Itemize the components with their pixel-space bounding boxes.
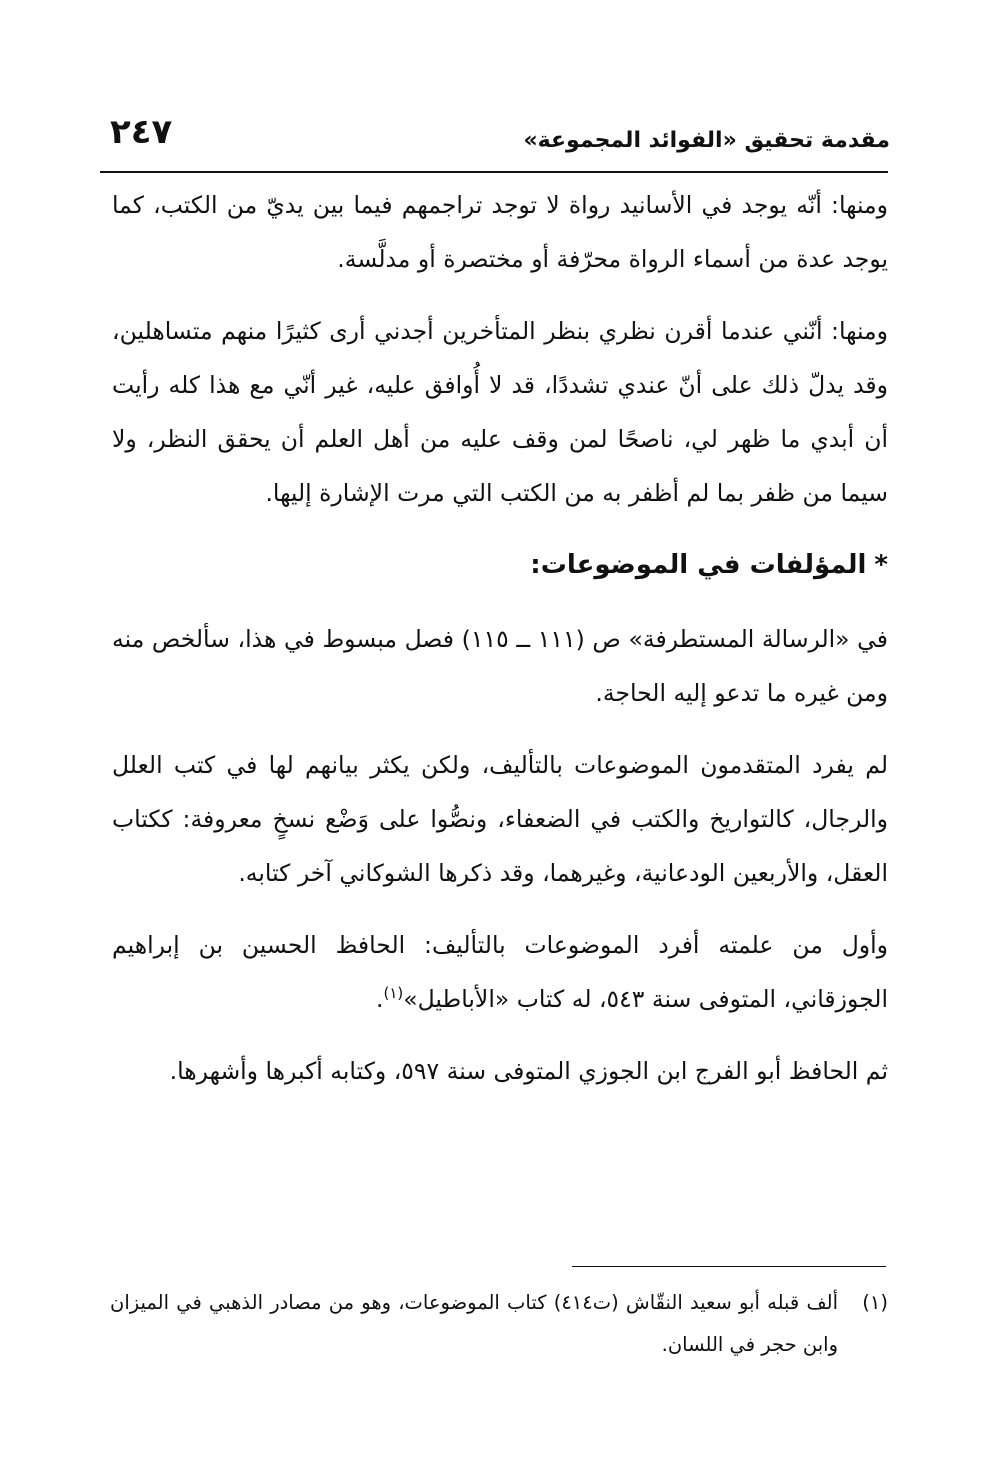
paragraph-4: لم يفرد المتقدمون الموضوعات بالتأليف، ولكن يكثر بيانهم لها في كتب العلل والرجال، كالتواريخ والكتب في الضعفاء، ونصُّوا على وَضْع نسخٍ معروفة: ككتاب العقل، والأربعين الودعانية، وغيرهما، وقد ذكرها الشوكاني آخر كتابه. (112, 751, 888, 887)
page-number: ٢٤٧ (110, 112, 173, 152)
footnote-reference[interactable]: (١) (383, 984, 404, 1003)
paragraph-6: ثم الحافظ أبو الفرج ابن الجوزي المتوفى سنة ٥٩٧، وكتابه أكبرها وأشهرها. (169, 1057, 888, 1085)
section-heading-text: المؤلفات في الموضوعات: (530, 550, 867, 580)
paragraph-5-text: وأول من علمته أفرد الموضوعات بالتأليف: الحافظ الحسين بن إبراهيم الجوزقاني، المتوفى سنة ٥٤٣، له كتاب «الأباطيل» (112, 931, 888, 1013)
footnote-marker: (١) (862, 1291, 888, 1314)
footnote-1 (110, 1282, 888, 1366)
header-rule (100, 171, 888, 173)
paragraph-2: ومنها: أنّني عندما أقرن نظري بنظر المتأخرين أجدني أرى كثيرًا منهم متساهلين، وقد يدلّ ذلك على أنّ عندي تشددًا، قد لا أُوافق عليه، غير أنّي مع هذا كله رأيت أن أبدي ما ظهر لي، ناصحًا لمن وقف عليه من أهل العلم أن يحقق النظر، ولا سيما من ظفر بما لم أظفر به من الكتب التي مرت الإشارة إليها. (112, 317, 888, 507)
paragraph-5-end: . (375, 985, 384, 1013)
footnote-text: ألف قبله أبو سعيد النقّاش (ت٤١٤) كتاب الموضوعات، وهو من مصادر الذهبي في الميزان وابن حجر في اللسان. (110, 1291, 838, 1356)
heading-star-icon: * (874, 550, 888, 580)
paragraph-3: في «الرسالة المستطرفة» ص (١١١ ــ ١١٥) فصل مبسوط في هذا، سألخص منه ومن غيره ما تدعو إليه الحاجة. (112, 625, 888, 707)
paragraph-5 (112, 918, 888, 1026)
paragraph-1: ومنها: أنّه يوجد في الأسانيد رواة لا توجد تراجمهم فيما بين يديّ من الكتب، كما يوجد عدة من أسماء الرواة محرّفة أو مختصرة أو مدلَّسة. (112, 191, 888, 273)
footnotes (110, 1282, 888, 1366)
footnote-separator (572, 1266, 886, 1267)
section-heading (112, 538, 888, 592)
page-header (100, 112, 900, 172)
running-title: مقدمة تحقيق «الفوائد المجموعة» (523, 128, 890, 153)
main-text (112, 178, 888, 1116)
